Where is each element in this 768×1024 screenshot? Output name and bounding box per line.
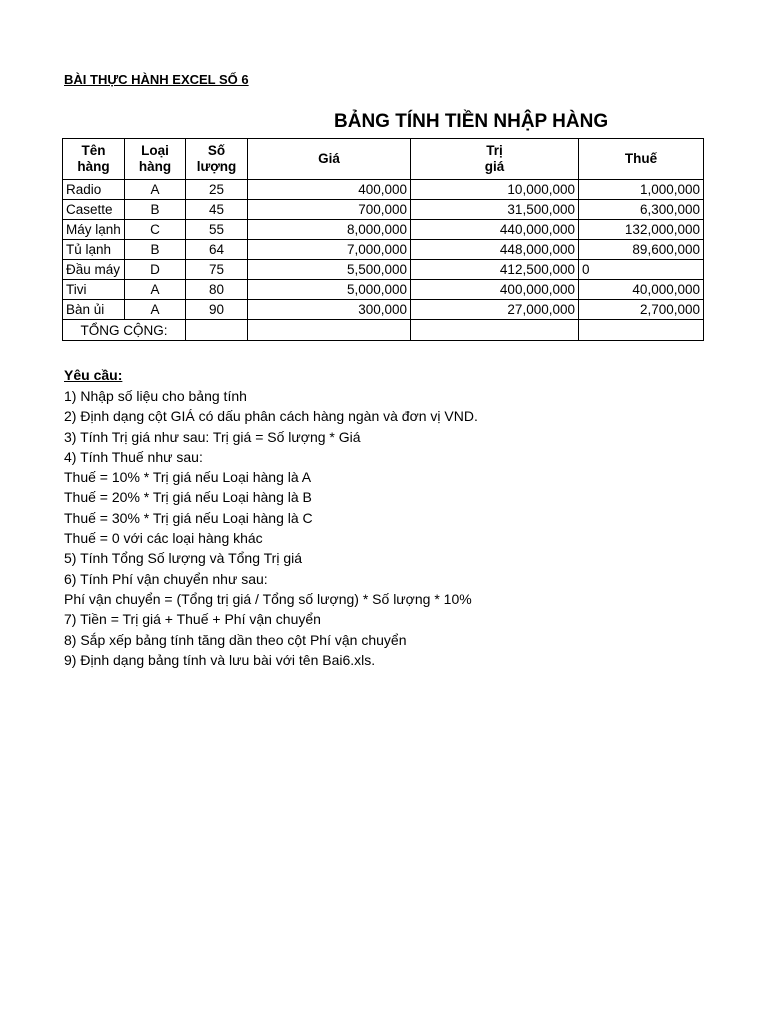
cell-quantity: 25	[186, 180, 248, 200]
header-quantity: Số lượng	[186, 139, 248, 180]
cell-value: 440,000,000	[411, 220, 579, 240]
requirement-item: 5) Tính Tổng Số lượng và Tổng Trị giá	[64, 550, 303, 567]
cell-quantity: 55	[186, 220, 248, 240]
cell-quantity: 90	[186, 300, 248, 320]
table-row	[63, 300, 704, 320]
table-row	[63, 280, 704, 300]
requirement-item: 3) Tính Trị giá như sau: Trị giá = Số lượng * Giá	[64, 428, 361, 445]
header-price: Giá	[248, 139, 411, 180]
cell-value: 400,000,000	[411, 280, 579, 300]
header-value: Trị giá	[411, 139, 579, 180]
sheet-title: BẢNG TÍNH TIỀN NHẬP HÀNG	[334, 111, 609, 132]
header-row	[63, 139, 704, 180]
requirement-item: 8) Sắp xếp bảng tính tăng dần theo cột Phí vận chuyển	[64, 631, 407, 648]
table-row	[63, 180, 704, 200]
cell-name: Tủ lạnh	[63, 240, 125, 260]
table-row	[63, 260, 704, 280]
cell-price: 400,000	[248, 180, 411, 200]
cell-name: Đầu máy	[63, 260, 125, 280]
requirement-item: Thuế = 30% * Trị giá nếu Loại hàng là C	[64, 509, 313, 526]
cell-name: Máy lạnh	[63, 220, 125, 240]
total-tax-cell	[579, 320, 704, 341]
cell-tax: 2,700,000	[579, 300, 704, 320]
data-table	[62, 138, 704, 341]
requirement-item: Thuế = 0 với các loại hàng khác	[64, 530, 263, 547]
requirement-item: Thuế = 10% * Trị giá nếu Loại hàng là A	[64, 469, 312, 486]
cell-tax: 40,000,000	[579, 280, 704, 300]
requirement-item: Phí vận chuyển = (Tổng trị giá / Tổng số lượng) * Số lượng * 10%	[64, 590, 472, 607]
cell-price: 700,000	[248, 200, 411, 220]
total-price-cell	[248, 320, 411, 341]
cell-value: 448,000,000	[411, 240, 579, 260]
cell-value: 10,000,000	[411, 180, 579, 200]
table-row	[63, 220, 704, 240]
cell-type: D	[125, 260, 186, 280]
cell-price: 5,000,000	[248, 280, 411, 300]
total-value-cell	[411, 320, 579, 341]
cell-tax: 132,000,000	[579, 220, 704, 240]
total-quantity-cell	[186, 320, 248, 341]
requirement-item: 9) Định dạng bảng tính và lưu bài với tên Bai6.xls.	[64, 651, 376, 668]
cell-quantity: 64	[186, 240, 248, 260]
requirement-item: 6) Tính Phí vận chuyển như sau:	[64, 570, 268, 587]
cell-name: Radio	[63, 180, 125, 200]
table-row	[63, 240, 704, 260]
requirements-title: Yêu cầu:	[64, 367, 123, 383]
requirement-item: 4) Tính Thuế như sau:	[64, 448, 203, 465]
cell-type: A	[125, 280, 186, 300]
cell-value: 27,000,000	[411, 300, 579, 320]
total-row	[63, 320, 704, 341]
cell-value: 31,500,000	[411, 200, 579, 220]
cell-type: C	[125, 220, 186, 240]
cell-type: B	[125, 200, 186, 220]
requirement-item: 2) Định dạng cột GIÁ có dấu phân cách hàng ngàn và đơn vị VND.	[64, 408, 478, 425]
cell-price: 8,000,000	[248, 220, 411, 240]
requirement-item: Thuế = 20% * Trị giá nếu Loại hàng là B	[64, 489, 312, 506]
requirement-item: 7) Tiền = Trị giá + Thuế + Phí vận chuyển	[64, 611, 321, 628]
cell-name: Casette	[63, 200, 125, 220]
header-tax: Thuế	[579, 139, 704, 180]
cell-price: 300,000	[248, 300, 411, 320]
cell-type: A	[125, 180, 186, 200]
cell-tax: 1,000,000	[579, 180, 704, 200]
cell-quantity: 75	[186, 260, 248, 280]
cell-tax: 6,300,000	[579, 200, 704, 220]
cell-quantity: 45	[186, 200, 248, 220]
cell-name: Tivi	[63, 280, 125, 300]
cell-tax: 89,600,000	[579, 240, 704, 260]
requirements-list	[64, 386, 478, 670]
cell-name: Bàn ủi	[63, 300, 125, 320]
total-label: TỔNG CỘNG:	[63, 320, 186, 341]
cell-price: 7,000,000	[248, 240, 411, 260]
header-type: Loại hàng	[125, 139, 186, 180]
table-row	[63, 200, 704, 220]
cell-type: B	[125, 240, 186, 260]
cell-tax: 0	[579, 260, 704, 280]
document-title: BÀI THỰC HÀNH EXCEL SỐ 6	[64, 72, 249, 87]
cell-type: A	[125, 300, 186, 320]
cell-value: 412,500,000	[411, 260, 579, 280]
cell-price: 5,500,000	[248, 260, 411, 280]
header-name: Tên hàng	[63, 139, 125, 180]
cell-quantity: 80	[186, 280, 248, 300]
requirement-item: 1) Nhập số liệu cho bảng tính	[64, 388, 247, 404]
